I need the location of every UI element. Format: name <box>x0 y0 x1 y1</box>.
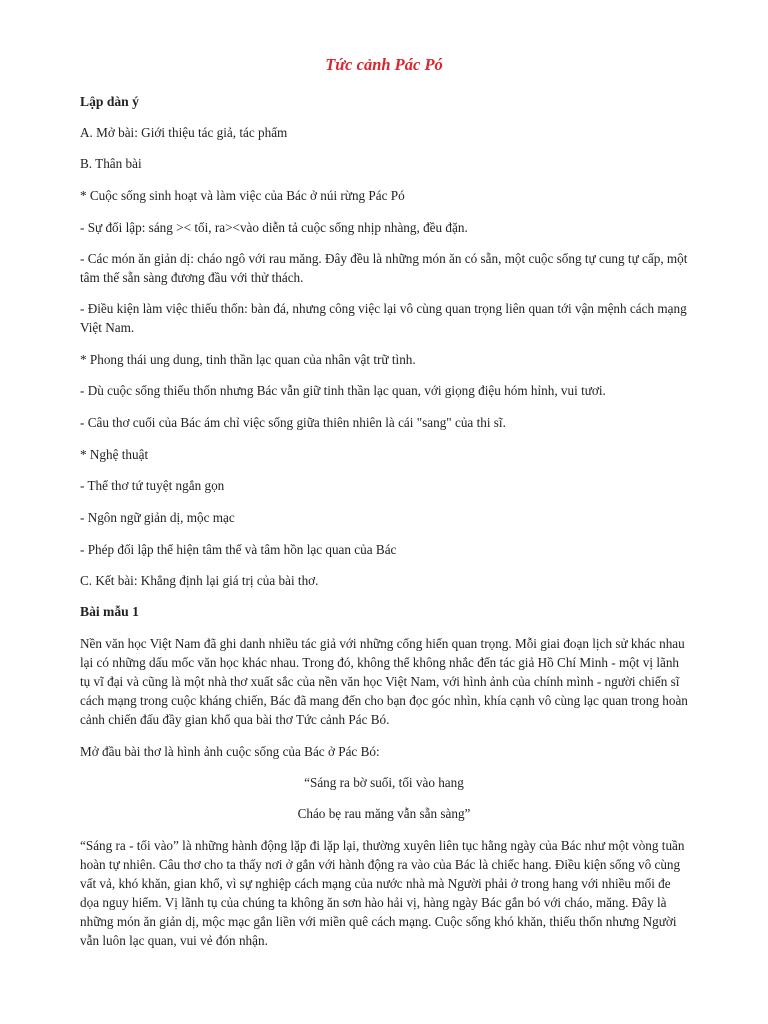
poem-line: “Sáng ra bờ suối, tối vào hang <box>304 775 464 790</box>
sample-paragraph: Nền văn học Việt Nam đã ghi danh nhiều tác giả với những cống hiến quan trọng. Mỗi giai đoạn lịch sử khác nhau lại có những dấu mốc văn học khác nhau. Trong đó, không thể không nhắc đến tác giả Hồ Chí Minh - một vị lãnh tụ vĩ đại và cũng là một nhà thơ xuất sắc của nền văn học Việt Nam, với hình ảnh của chính mình - người chiến sĩ cách mạng trong cuộc kháng chiến, Bác đã mang đến cho bạn đọc góc nhìn, khía cạnh vô cùng lạc quan trong hoàn cảnh chiến đấu đầy gian khổ qua bài thơ Tức cảnh Pác Bó. <box>80 636 688 727</box>
sample-paragraph: Mở đầu bài thơ là hình ảnh cuộc sống của Bác ở Pác Bó: <box>80 744 380 759</box>
outline-item: - Phép đối lập thể hiện tâm thế và tâm hồn lạc quan của Bác <box>80 542 397 557</box>
outline-item: - Thể thơ tứ tuyệt ngắn gọn <box>80 478 225 493</box>
outline-item: - Điều kiện làm việc thiếu thốn: bàn đá, nhưng công việc lại vô cùng quan trọng liên quan tới vận mệnh cách mạng Việt Nam. <box>80 301 687 335</box>
outline-item: - Dù cuộc sống thiếu thốn nhưng Bác vẫn giữ tinh thần lạc quan, với giọng điệu hóm hỉnh, vui tươi. <box>80 383 606 398</box>
outline-item: * Phong thái ung dung, tinh thần lạc quan của nhân vật trữ tình. <box>80 352 416 367</box>
document-title: Tức cảnh Pác Pó <box>325 55 443 74</box>
outline-item: - Sự đối lập: sáng >< tối, ra><vào diễn tả cuộc sống nhịp nhàng, đều đặn. <box>80 220 468 235</box>
outline-item: - Các món ăn giản dị: cháo ngô với rau măng. Đây đều là những món ăn có sẵn, một cuộc sống tự cung tự cấp, một tâm thế sẵn sàng đương đầu với thử thách. <box>80 251 688 285</box>
outline-item: B. Thân bài <box>80 156 142 171</box>
outline-item: * Cuộc sống sinh hoạt và làm việc của Bác ở núi rừng Pác Pó <box>80 188 405 203</box>
sample-paragraph: “Sáng ra - tối vào” là những hành động lặp đi lặp lại, thường xuyên liên tục hằng ngày của Bác như một vòng tuần hoàn tự nhiên. Câu thơ cho ta thấy nơi ở gắn với hành động ra vào của Bác là chiếc hang. Điều kiện sống vô cùng vất vả, khó khăn, gian khổ, vì sự nghiệp cách mạng của nước nhà mà Người phải ở trong hang với nhiều mối đe dọa nguy hiểm. Vị lãnh tụ của chúng ta không ăn sơn hào hải vị, hàng ngày Bác gắn bó với cháo, măng. Đây là những món ăn giản dị, mộc mạc gắn liền với miền quê cách mạng. Cuộc sống khó khăn, thiếu thốn nhưng Người vẫn luôn lạc quan, vui vẻ đón nhận. <box>80 838 685 948</box>
outline-item: C. Kết bài: Khẳng định lại giá trị của bài thơ. <box>80 573 319 588</box>
poem-line: Cháo bẹ rau măng vẫn sẵn sàng” <box>297 806 471 821</box>
outline-heading: Lập dàn ý <box>80 94 139 109</box>
outline-item: * Nghệ thuật <box>80 447 149 462</box>
outline-item: - Ngôn ngữ giản dị, mộc mạc <box>80 510 235 525</box>
outline-item: - Câu thơ cuối của Bác ám chỉ việc sống giữa thiên nhiên là cái "sang" của thi sĩ. <box>80 415 506 430</box>
outline-item: A. Mở bài: Giới thiệu tác giả, tác phẩm <box>80 125 288 140</box>
sample-heading: Bài mẫu 1 <box>80 604 139 619</box>
